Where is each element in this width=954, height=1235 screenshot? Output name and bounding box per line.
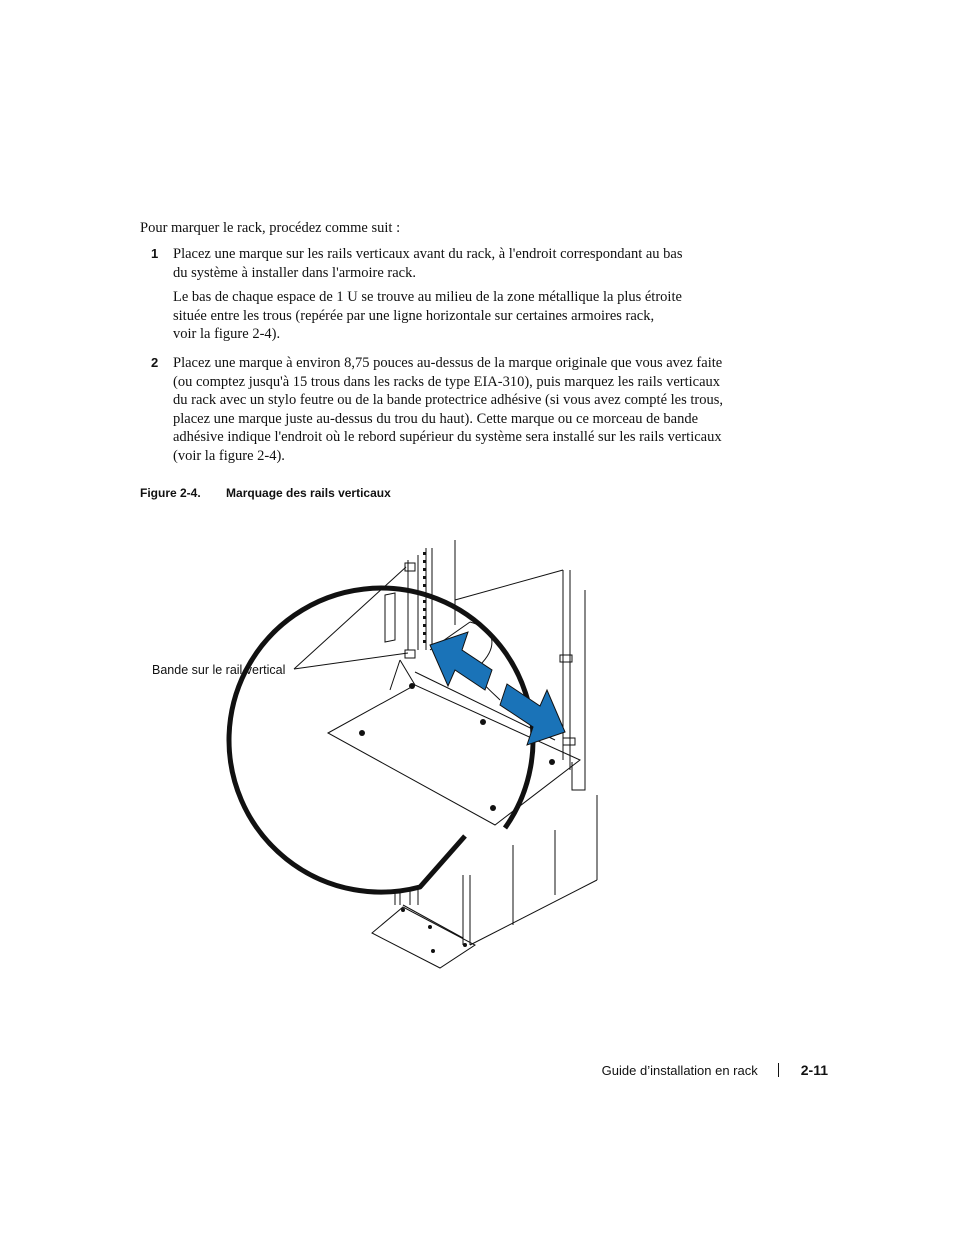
step-line: Placez une marque sur les rails verticaux avant du rack, à l'endroit correspondant au bas [173, 246, 683, 262]
step-line: adhésive indique l'endroit où le rebord supérieur du système sera installé sur les rails verticaux [173, 429, 722, 446]
step-number: 1 [151, 246, 159, 261]
callout-label: Bande sur le rail vertical [152, 663, 286, 677]
step-line: placez une marque juste au-dessus du trou du haut). Cette marque ou ce morceau de bande [173, 410, 699, 427]
step-number: 2 [151, 355, 159, 370]
step-line: du rack avec un stylo feutre ou de la bande protectrice adhésive (si vous avez compté les trous, [173, 392, 723, 409]
step-line: (voir la figure 2-4). [173, 447, 285, 464]
step-note-line: voir la figure 2-4). [173, 326, 281, 343]
footer-title: Guide d’installation en rack [601, 1062, 758, 1078]
step-line: du système à installer dans l'armoire rack. [173, 264, 416, 281]
figure-number: Figure 2-4. [140, 486, 201, 500]
step-line: Placez une marque à environ 8,75 pouces au-dessus de la marque originale que vous avez faite [173, 355, 723, 371]
intro-text: Pour marquer le rack, procédez comme suit : [140, 220, 401, 236]
page-footer [602, 1062, 828, 1078]
magnifier-circle [229, 588, 533, 892]
step-line: (ou comptez jusqu'à 15 trous dans les racks de type EIA-310), puis marquez les rails verticaux [173, 373, 721, 390]
figure-title: Marquage des rails verticaux [226, 486, 391, 500]
footer-divider [778, 1063, 779, 1077]
page-number: 2-11 [800, 1062, 828, 1078]
step-note-line: Le bas de chaque espace de 1 U se trouve au milieu de la zone métallique la plus étroite [173, 289, 682, 306]
step-note-line: située entre les trous (repérée par une ligne horizontale sur certaines armoires rack, [173, 307, 655, 324]
